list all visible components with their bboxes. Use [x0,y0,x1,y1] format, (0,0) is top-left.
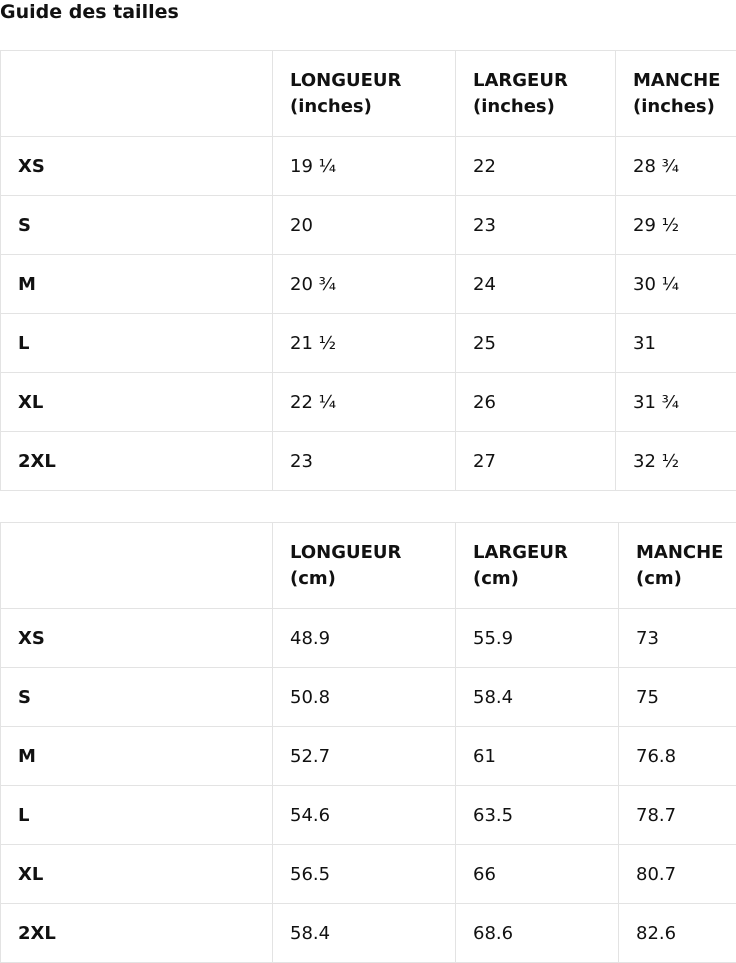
largeur-cell: 26 [456,373,616,432]
header-longueur: LONGUEUR (cm) [273,523,456,609]
manche-cell: 78.7 [619,786,736,845]
header-manche: MANCHE (cm) [619,523,736,609]
size-cell: 2XL [1,904,273,963]
largeur-cell: 63.5 [456,786,619,845]
size-cell: S [1,196,273,255]
size-cell: XS [1,137,273,196]
header-row [1,523,736,609]
header-largeur: LARGEUR (cm) [456,523,619,609]
size-cell: XL [1,845,273,904]
size-cell: L [1,314,273,373]
table-row [1,255,736,314]
manche-cell: 30 ¼ [616,255,736,314]
manche-cell: 73 [619,609,736,668]
table-row [1,786,736,845]
table-row [1,904,736,963]
longueur-cell: 21 ½ [273,314,456,373]
largeur-cell: 25 [456,314,616,373]
longueur-cell: 20 ¾ [273,255,456,314]
longueur-cell: 50.8 [273,668,456,727]
manche-cell: 32 ½ [616,432,736,491]
longueur-cell: 22 ¼ [273,373,456,432]
size-cell: M [1,255,273,314]
largeur-cell: 68.6 [456,904,619,963]
largeur-cell: 55.9 [456,609,619,668]
table-row [1,727,736,786]
header-empty [1,51,273,137]
table-row [1,137,736,196]
manche-cell: 80.7 [619,845,736,904]
largeur-cell: 58.4 [456,668,619,727]
manche-cell: 31 ¾ [616,373,736,432]
size-cell: M [1,727,273,786]
size-table-cm [0,522,736,963]
manche-cell: 31 [616,314,736,373]
size-cell: L [1,786,273,845]
longueur-cell: 56.5 [273,845,456,904]
header-largeur: LARGEUR (inches) [456,51,616,137]
size-cell: 2XL [1,432,273,491]
largeur-cell: 61 [456,727,619,786]
page-title: Guide des tailles [0,1,179,23]
manche-cell: 29 ½ [616,196,736,255]
manche-cell: 76.8 [619,727,736,786]
longueur-cell: 58.4 [273,904,456,963]
largeur-cell: 23 [456,196,616,255]
header-longueur: LONGUEUR (inches) [273,51,456,137]
largeur-cell: 66 [456,845,619,904]
manche-cell: 28 ¾ [616,137,736,196]
size-cell: S [1,668,273,727]
table-row [1,373,736,432]
largeur-cell: 24 [456,255,616,314]
table-row [1,668,736,727]
manche-cell: 82.6 [619,904,736,963]
table-row [1,845,736,904]
longueur-cell: 54.6 [273,786,456,845]
manche-cell: 75 [619,668,736,727]
size-cell: XS [1,609,273,668]
size-cell: XL [1,373,273,432]
table-row [1,432,736,491]
largeur-cell: 22 [456,137,616,196]
table-row [1,314,736,373]
header-manche: MANCHE (inches) [616,51,736,137]
longueur-cell: 19 ¼ [273,137,456,196]
longueur-cell: 20 [273,196,456,255]
header-row [1,51,736,137]
header-empty [1,523,273,609]
largeur-cell: 27 [456,432,616,491]
longueur-cell: 23 [273,432,456,491]
size-table-inches [0,50,736,491]
longueur-cell: 52.7 [273,727,456,786]
table-row [1,609,736,668]
table-row [1,196,736,255]
longueur-cell: 48.9 [273,609,456,668]
